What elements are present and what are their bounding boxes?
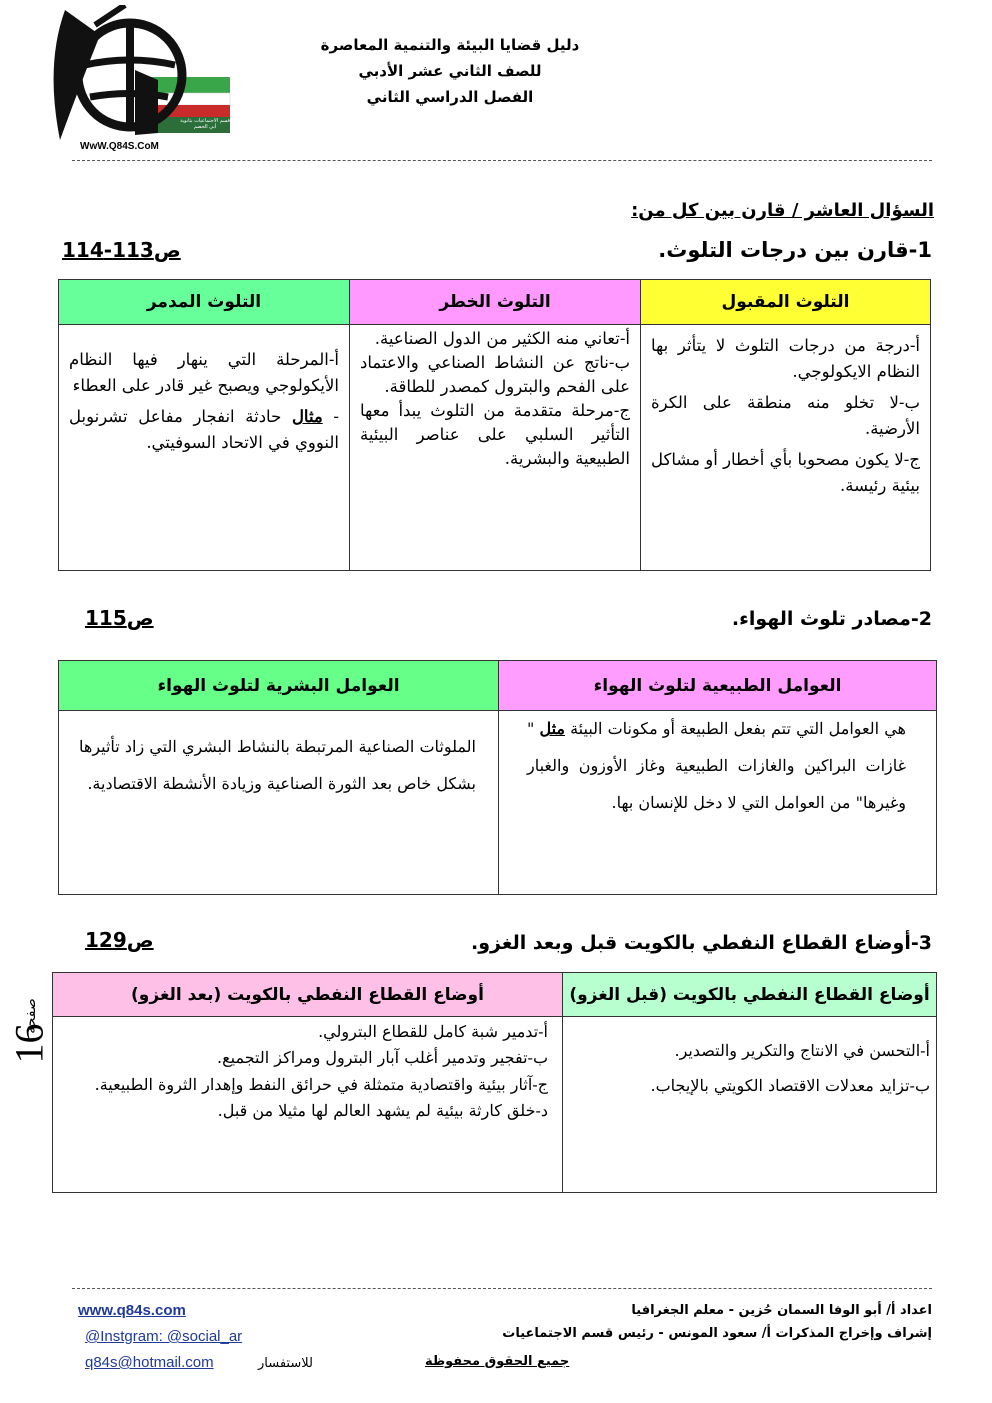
example-label: مثال [291, 407, 323, 427]
header-destructive-pollution: التلوث المدمر [59, 280, 350, 325]
logo-caption: قسم الاجتماعيات بثانوية أبي الحصم [180, 118, 230, 130]
cell-acceptable-pollution [641, 325, 931, 571]
section1-title: 1-قارن بين درجات التلوث. [658, 238, 932, 262]
cell-destructive-pollution [59, 325, 350, 571]
list-item: أ-المرحلة التي ينهار فيها النظام الأيكولوجي ويصبح غير قادر على العطاء [69, 350, 339, 395]
list-item: أ-تدمير شبة كامل للقطاع البترولي. [318, 1022, 548, 1041]
email-link[interactable]: q84s@hotmail.com [85, 1354, 214, 1371]
list-item: ج-مرحلة متقدمة من التلوث يبدأ معها التأثير السلبي على عناصر البيئية الطبيعية والبشرية. [360, 400, 630, 468]
list-item: أ-تعاني منه الكثير من الدول الصناعية. [374, 329, 630, 348]
header-line-1: دليل قضايا البيئة والتنمية المعاصرة [320, 36, 580, 54]
header-human-factors: العوامل البشرية لتلوث الهواء [59, 661, 499, 711]
list-item: د-خلق كارثة بيئية لم يشهد العالم لها مثيلا من قبل. [217, 1101, 548, 1121]
list-item: ج-لا يكون مصحوبا بأي أخطار أو مشاكل بيئية رئيسة. [651, 450, 920, 495]
cell-natural-factors: هي العوامل التي تتم بفعل الطبيعة أو مكونات البيئة مثل " غازات البراكين والغازات الطبيعية وغاز الأوزون والغبار وغيرها" من العوامل التي لا دخل للإنسان بها. [499, 711, 937, 895]
website-link[interactable]: www.q84s.com [78, 1302, 186, 1319]
section2-title: 2-مصادر تلوث الهواء. [731, 608, 932, 630]
footer-prepared-by: اعداد أ/ أبو الوفا السمان حُزين - معلم الجغرافيا [631, 1303, 932, 1318]
kuwait-oil-sector-table [52, 972, 937, 1193]
header-dangerous-pollution: التلوث الخطر [350, 280, 641, 325]
list-item: ب-تفجير وتدمير أغلب آبار البترول ومراكز التجميع. [217, 1048, 548, 1068]
section3-title: 3-أوضاع القطاع النفطي بالكويت قبل وبعد الغزو. [471, 932, 932, 954]
section3-page-ref: ص129 [85, 928, 154, 952]
footer-divider [72, 1288, 932, 1289]
example-label: مثل [539, 719, 565, 738]
header-natural-factors: العوامل الطبيعية لتلوث الهواء [499, 661, 937, 711]
cell-dangerous-pollution [350, 325, 641, 571]
header-before-invasion: أوضاع القطاع النفطي بالكويت (قبل الغزو) [563, 973, 937, 1017]
footer-supervised-by: إشراف وإخراج المذكرات أ/ سعود المونس - رئيس قسم الاجتماعيات [502, 1326, 932, 1341]
list-item: ج-آثار بيئية واقتصادية متمثلة في حرائق النفط وإهدار الثروة الطبيعية. [94, 1074, 548, 1094]
logo-graphic [40, 5, 240, 155]
section1-page-ref: ص113-114 [62, 238, 181, 262]
header-line-3: الفصل الدراسي الثاني [366, 88, 534, 106]
pollution-levels-table [58, 279, 931, 571]
header-line-2: للصف الثاني عشر الأدبي [358, 62, 542, 80]
list-item: ب-لا تخلو منه منطقة على الكرة الأرضية. [651, 393, 920, 438]
section2-page-ref: ص115 [85, 606, 154, 630]
question-title: السؤال العاشر / قارن بين كل من: [631, 200, 934, 221]
header-acceptable-pollution: التلوث المقبول [641, 280, 931, 325]
list-item: أ-درجة من درجات التلوث لا يتأثر بها النظام الايكولوجي. [651, 336, 920, 381]
cell-after-invasion [53, 1017, 563, 1193]
list-item: أ-التحسن في الانتاج والتكرير والتصدير. [674, 1041, 930, 1060]
inquiry-label: للاستفسار [258, 1356, 313, 1371]
air-pollution-sources-table [58, 660, 937, 895]
header-divider [72, 160, 932, 161]
side-page-number [4, 980, 64, 1090]
instagram-link[interactable]: @Instgram: @social_ar [85, 1328, 243, 1345]
list-item: ب-تزايد معدلات الاقتصاد الكويتي بالإيجاب. [650, 1076, 930, 1096]
logo-website: WwW.Q84S.CoM [80, 141, 159, 152]
example-item: - مثال حادثة انفجار مفاعل تشرنوبل النووي في الاتحاد السوفيتي. [69, 407, 339, 452]
cell-human-factors: الملوثات الصناعية المرتبطة بالنشاط البشري التي زاد تأثيرها بشكل خاص بعد الثورة الصناعية وزيادة الأنشطة الاقتصادية. [59, 711, 499, 895]
side-page-label: صفحة [23, 998, 39, 1034]
footer-rights: جميع الحقوق محفوظة [425, 1354, 570, 1369]
example-text: حادثة انفجار مفاعل تشرنوبل النووي في الاتحاد السوفيتي. [69, 407, 339, 452]
side-page-value: 16 [6, 1023, 52, 1064]
header-after-invasion: أوضاع القطاع النفطي بالكويت (بعد الغزو) [53, 973, 563, 1017]
logo [40, 5, 240, 155]
cell-before-invasion [563, 1017, 937, 1193]
list-item: ب-ناتج عن النشاط الصناعي والاعتماد على الفحم والبترول كمصدر للطاقة. [360, 352, 630, 396]
